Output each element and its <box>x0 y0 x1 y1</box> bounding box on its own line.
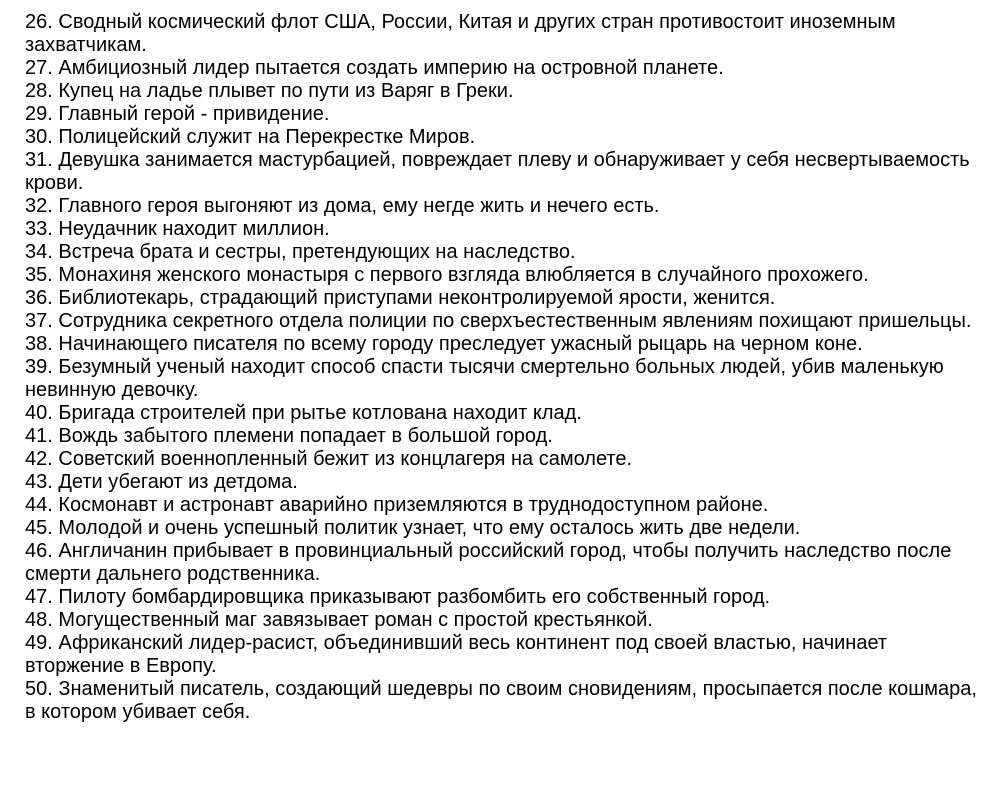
item-number: 35. <box>25 264 53 286</box>
list-item <box>25 586 980 609</box>
list-item <box>25 126 980 149</box>
item-text: Неудачник находит миллион. <box>58 218 330 240</box>
item-number: 39. <box>25 356 53 378</box>
item-number: 41. <box>25 425 53 447</box>
list-item <box>25 356 980 402</box>
item-text: Могущественный маг завязывает роман с простой крестьянкой. <box>58 609 653 631</box>
list-item <box>25 241 980 264</box>
item-text: Бригада строителей при рытье котлована находит клад. <box>58 402 582 424</box>
list-item <box>25 448 980 471</box>
list-item <box>25 310 980 333</box>
item-number: 33. <box>25 218 53 240</box>
item-text: Англичанин прибывает в провинциальный российский город, чтобы получить наследство после смерти дальнего родственника. <box>25 540 952 585</box>
item-number: 46. <box>25 540 53 562</box>
list-item <box>25 218 980 241</box>
list-item <box>25 11 980 57</box>
item-number: 49. <box>25 632 53 654</box>
list-item <box>25 149 980 195</box>
list-item <box>25 678 980 724</box>
list-item <box>25 471 980 494</box>
item-number: 47. <box>25 586 53 608</box>
list-item <box>25 333 980 356</box>
list-item <box>25 494 980 517</box>
item-number: 30. <box>25 126 53 148</box>
item-text: Африканский лидер-расист, объединивший весь континент под своей властью, начинает вторжение в Европу. <box>25 632 888 677</box>
item-text: Встреча брата и сестры, претендующих на наследство. <box>58 241 576 263</box>
item-number: 31. <box>25 149 53 171</box>
item-text: Сводный космический флот США, России, Китая и других стран противостоит иноземным захватчикам. <box>25 11 896 56</box>
item-number: 27. <box>25 57 53 79</box>
list-item <box>25 517 980 540</box>
item-text: Амбициозный лидер пытается создать империю на островной планете. <box>58 57 724 79</box>
item-text: Купец на ладье плывет по пути из Варяг в Греки. <box>58 80 514 102</box>
list-item <box>25 540 980 586</box>
item-text: Вождь забытого племени попадает в большой город. <box>58 425 553 447</box>
item-number: 32. <box>25 195 53 217</box>
item-text: Дети убегают из детдома. <box>58 471 298 493</box>
list-item <box>25 632 980 678</box>
item-number: 45. <box>25 517 53 539</box>
item-text: Безумный ученый находит способ спасти тысячи смертельно больных людей, убив маленькую невинную девочку. <box>25 356 944 401</box>
list-item <box>25 402 980 425</box>
item-number: 48. <box>25 609 53 631</box>
plot-list <box>25 11 980 724</box>
item-number: 43. <box>25 471 53 493</box>
item-text: Библиотекарь, страдающий приступами неконтролируемой ярости, женится. <box>58 287 776 309</box>
list-item <box>25 609 980 632</box>
item-number: 38. <box>25 333 53 355</box>
list-item <box>25 80 980 103</box>
list-item <box>25 287 980 310</box>
item-text: Советский военнопленный бежит из концлагеря на самолете. <box>58 448 633 470</box>
list-item <box>25 103 980 126</box>
item-text: Монахиня женского монастыря с первого взгляда влюбляется в случайного прохожего. <box>58 264 869 286</box>
item-text: Главного героя выгоняют из дома, ему негде жить и нечего есть. <box>58 195 660 217</box>
item-text: Сотрудника секретного отдела полиции по сверхъестественным явлениям похищают пришельцы. <box>58 310 972 332</box>
item-text: Знаменитый писатель, создающий шедевры по своим сновидениям, просыпается после кошмара, в котором убивает себя. <box>25 678 977 723</box>
item-number: 40. <box>25 402 53 424</box>
item-number: 42. <box>25 448 53 470</box>
list-item <box>25 425 980 448</box>
item-number: 26. <box>25 11 53 33</box>
list-item <box>25 264 980 287</box>
item-number: 28. <box>25 80 53 102</box>
list-item <box>25 57 980 80</box>
item-text: Начинающего писателя по всему городу преследует ужасный рыцарь на черном коне. <box>58 333 863 355</box>
item-number: 34. <box>25 241 53 263</box>
item-text: Пилоту бомбардировщика приказывают разбомбить его собственный город. <box>58 586 771 608</box>
item-text: Космонавт и астронавт аварийно приземляются в труднодоступном районе. <box>58 494 769 516</box>
item-number: 50. <box>25 678 53 700</box>
item-number: 37. <box>25 310 53 332</box>
item-text: Девушка занимается мастурбацией, повреждает плеву и обнаруживает у себя несвертываемость крови. <box>25 149 970 194</box>
item-text: Полицейский служит на Перекрестке Миров. <box>58 126 476 148</box>
list-item <box>25 195 980 218</box>
item-text: Молодой и очень успешный политик узнает, что ему осталось жить две недели. <box>58 517 801 539</box>
item-number: 36. <box>25 287 53 309</box>
item-number: 29. <box>25 103 53 125</box>
item-number: 44. <box>25 494 53 516</box>
item-text: Главный герой - привидение. <box>58 103 330 125</box>
